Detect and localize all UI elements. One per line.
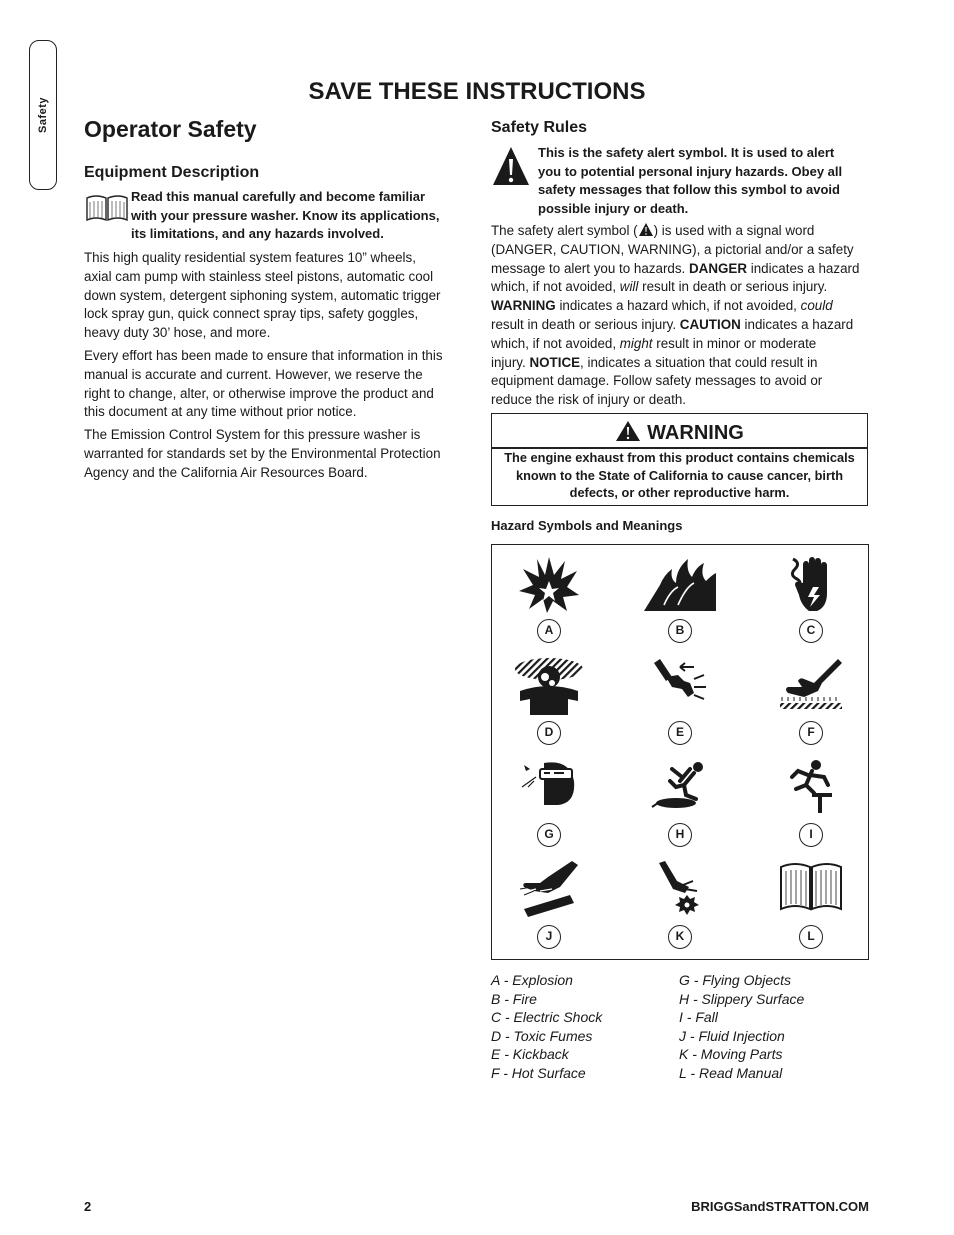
hazard-letter: J bbox=[537, 925, 561, 949]
hazard-cell-l bbox=[751, 859, 871, 959]
hazard-cell-i bbox=[751, 759, 871, 859]
will-word: will bbox=[619, 279, 639, 295]
hazard-symbols-box bbox=[491, 544, 869, 960]
warning-box bbox=[491, 413, 868, 506]
warning-header bbox=[492, 420, 867, 445]
text-span: which, if not avoided, bbox=[491, 279, 620, 295]
text-span: result in death or serious injury. bbox=[491, 316, 680, 332]
text-span: result in minor or moderate bbox=[652, 335, 817, 351]
note-line: possible injury or death. bbox=[538, 200, 689, 216]
could-word: could bbox=[800, 298, 833, 314]
text-line: heavy duty 30’ hose, and more. bbox=[84, 325, 271, 341]
hazard-letter: K bbox=[668, 925, 692, 949]
legend-item: L - Read Manual bbox=[679, 1064, 783, 1081]
note-line: This is the safety alert symbol. It is used to alert bbox=[538, 145, 835, 160]
legend-item: I - Fall bbox=[679, 1009, 718, 1026]
page-title: SAVE THESE INSTRUCTIONS bbox=[308, 78, 646, 105]
note-line: its limitations, and any hazards involved. bbox=[131, 226, 384, 241]
kickback-icon bbox=[650, 657, 710, 707]
hazard-letter: H bbox=[668, 823, 692, 847]
hazard-cell-h bbox=[620, 759, 740, 859]
legend-item: C - Electric Shock bbox=[491, 1009, 603, 1026]
text-span: The safety alert symbol ( bbox=[491, 223, 638, 238]
hot-surface-icon bbox=[778, 657, 844, 713]
legend-item: D - Toxic Fumes bbox=[491, 1027, 593, 1044]
page-number: 2 bbox=[84, 1199, 92, 1214]
flying-objects-icon bbox=[520, 759, 578, 807]
moving-parts-icon bbox=[655, 859, 705, 917]
fire-icon bbox=[642, 555, 718, 613]
text-span: ) is used with a signal word bbox=[653, 223, 815, 238]
legend-item: H - Slippery Surface bbox=[679, 990, 805, 1007]
fluid-injection-icon bbox=[518, 859, 580, 919]
text-line: Every effort has been made to ensure that information in this bbox=[84, 347, 443, 363]
hazard-letter: I bbox=[799, 823, 823, 847]
text-line: this document at any time without prior notice. bbox=[84, 404, 357, 420]
caution-word: CAUTION bbox=[679, 316, 741, 332]
legend-item: J - Fluid Injection bbox=[679, 1027, 785, 1044]
legend-item: E - Kickback bbox=[491, 1046, 569, 1063]
legend-item: B - Fire bbox=[491, 990, 537, 1007]
toxic-fumes-icon bbox=[512, 657, 586, 715]
hazard-letter: G bbox=[537, 823, 561, 847]
hazard-letter: F bbox=[799, 721, 823, 745]
legend-item: G - Flying Objects bbox=[679, 972, 792, 988]
hazard-letter: B bbox=[668, 619, 692, 643]
hazard-letter: D bbox=[537, 721, 561, 745]
signal-words-paragraph bbox=[491, 222, 859, 410]
read-manual-icon bbox=[85, 193, 129, 223]
text-line: manual is accurate and current. However, we reserve the bbox=[84, 366, 423, 382]
hazard-letter: L bbox=[799, 925, 823, 949]
text-line: right to change, alter, or otherwise improve the product and bbox=[84, 385, 434, 401]
hazard-letter: C bbox=[799, 619, 823, 643]
website-link[interactable]: BRIGGSandSTRATTON.COM bbox=[691, 1199, 869, 1214]
hazard-letter: A bbox=[537, 619, 561, 643]
legend-item: A - Explosion bbox=[491, 972, 573, 988]
equipment-description-heading: Equipment Description bbox=[84, 164, 260, 181]
hazard-cell-g bbox=[489, 759, 609, 859]
slippery-surface-icon bbox=[650, 759, 710, 811]
text-line: axial cam pump with stainless steel pistons, automatic cool bbox=[84, 268, 434, 284]
hazard-cell-f bbox=[751, 657, 871, 757]
hazard-letter: E bbox=[668, 721, 692, 745]
features-paragraph bbox=[84, 249, 443, 343]
text-line: This high quality residential system features 10” wheels, bbox=[84, 250, 416, 265]
read-manual-icon bbox=[778, 859, 844, 913]
hazard-cell-b bbox=[620, 555, 740, 655]
text-span: message to alert you to hazards. bbox=[491, 260, 689, 276]
text-line: warranted for standards set by the Environmental Protection bbox=[84, 445, 441, 461]
text-line: down system, detergent siphoning system, automatic trigger bbox=[84, 287, 441, 303]
warning-word: WARNING bbox=[491, 298, 556, 314]
hazard-cell-a bbox=[489, 555, 609, 655]
warning-alert-icon bbox=[615, 420, 641, 442]
warning-line: known to the State of California to cause cancer, birth bbox=[515, 467, 844, 483]
safety-rules-heading: Safety Rules bbox=[491, 119, 588, 136]
hazard-cell-c bbox=[751, 555, 871, 655]
electric-shock-icon bbox=[783, 555, 839, 617]
hazard-legend-right bbox=[679, 971, 804, 1083]
emission-paragraph bbox=[84, 426, 443, 482]
notice-word: NOTICE bbox=[529, 354, 581, 370]
hazard-symbols-caption: Hazard Symbols and Meanings bbox=[491, 518, 683, 533]
hazard-cell-j bbox=[489, 859, 609, 959]
text-line: Agency and the California Air Resources Board. bbox=[84, 464, 368, 480]
safety-alert-icon bbox=[491, 145, 531, 187]
danger-word: DANGER bbox=[689, 260, 748, 276]
text-span: reduce the risk of injury or death. bbox=[491, 392, 687, 408]
explosion-icon bbox=[517, 555, 581, 615]
section-side-tab bbox=[29, 40, 57, 190]
note-line: you to potential personal injury hazards. Obey all bbox=[538, 163, 843, 179]
warning-line: defects, or other reproductive harm. bbox=[569, 485, 790, 500]
hazard-cell-e bbox=[620, 657, 740, 757]
text-span: indicates a hazard bbox=[740, 316, 854, 332]
text-span: , indicates a situation that could result in bbox=[580, 354, 818, 370]
side-tab-label: Safety bbox=[37, 96, 49, 134]
legend-item: F - Hot Surface bbox=[491, 1064, 586, 1081]
inline-alert-icon bbox=[638, 222, 654, 237]
might-word: might bbox=[619, 335, 653, 351]
text-span: equipment damage. Follow safety messages to avoid or bbox=[491, 373, 823, 389]
fall-icon bbox=[786, 759, 836, 815]
warning-line: The engine exhaust from this product contains chemicals bbox=[504, 450, 855, 465]
warning-text bbox=[496, 449, 863, 502]
alert-symbol-note bbox=[538, 144, 842, 218]
text-span: which, if not avoided, bbox=[491, 335, 620, 351]
note-line: with your pressure washer. Know its applications, bbox=[131, 207, 440, 223]
text-line: The Emission Control System for this pressure washer is bbox=[84, 427, 421, 443]
note-line: Read this manual carefully and become familiar bbox=[131, 189, 426, 204]
text-span: injury. bbox=[491, 354, 530, 370]
equipment-paragraphs bbox=[84, 249, 443, 487]
legend-item: K - Moving Parts bbox=[679, 1046, 783, 1063]
accuracy-paragraph bbox=[84, 347, 443, 422]
hazard-cell-d bbox=[489, 657, 609, 757]
hazard-legend-left bbox=[491, 971, 602, 1083]
read-manual-note bbox=[131, 188, 439, 244]
note-line: safety messages that follow this symbol to avoid bbox=[538, 182, 840, 197]
text-span: indicates a hazard which, if not avoided, bbox=[555, 298, 801, 314]
hazard-cell-k bbox=[620, 859, 740, 959]
text-span: result in death or serious injury. bbox=[638, 279, 828, 295]
text-span: indicates a hazard bbox=[747, 260, 860, 276]
text-span: (DANGER, CAUTION, WARNING), a pictorial and/or a safety bbox=[491, 241, 854, 257]
warning-label: WARNING bbox=[647, 422, 744, 444]
text-line: lock spray gun, quick connect spray tips, safety goggles, bbox=[84, 306, 419, 322]
operator-safety-heading: Operator Safety bbox=[84, 116, 257, 142]
